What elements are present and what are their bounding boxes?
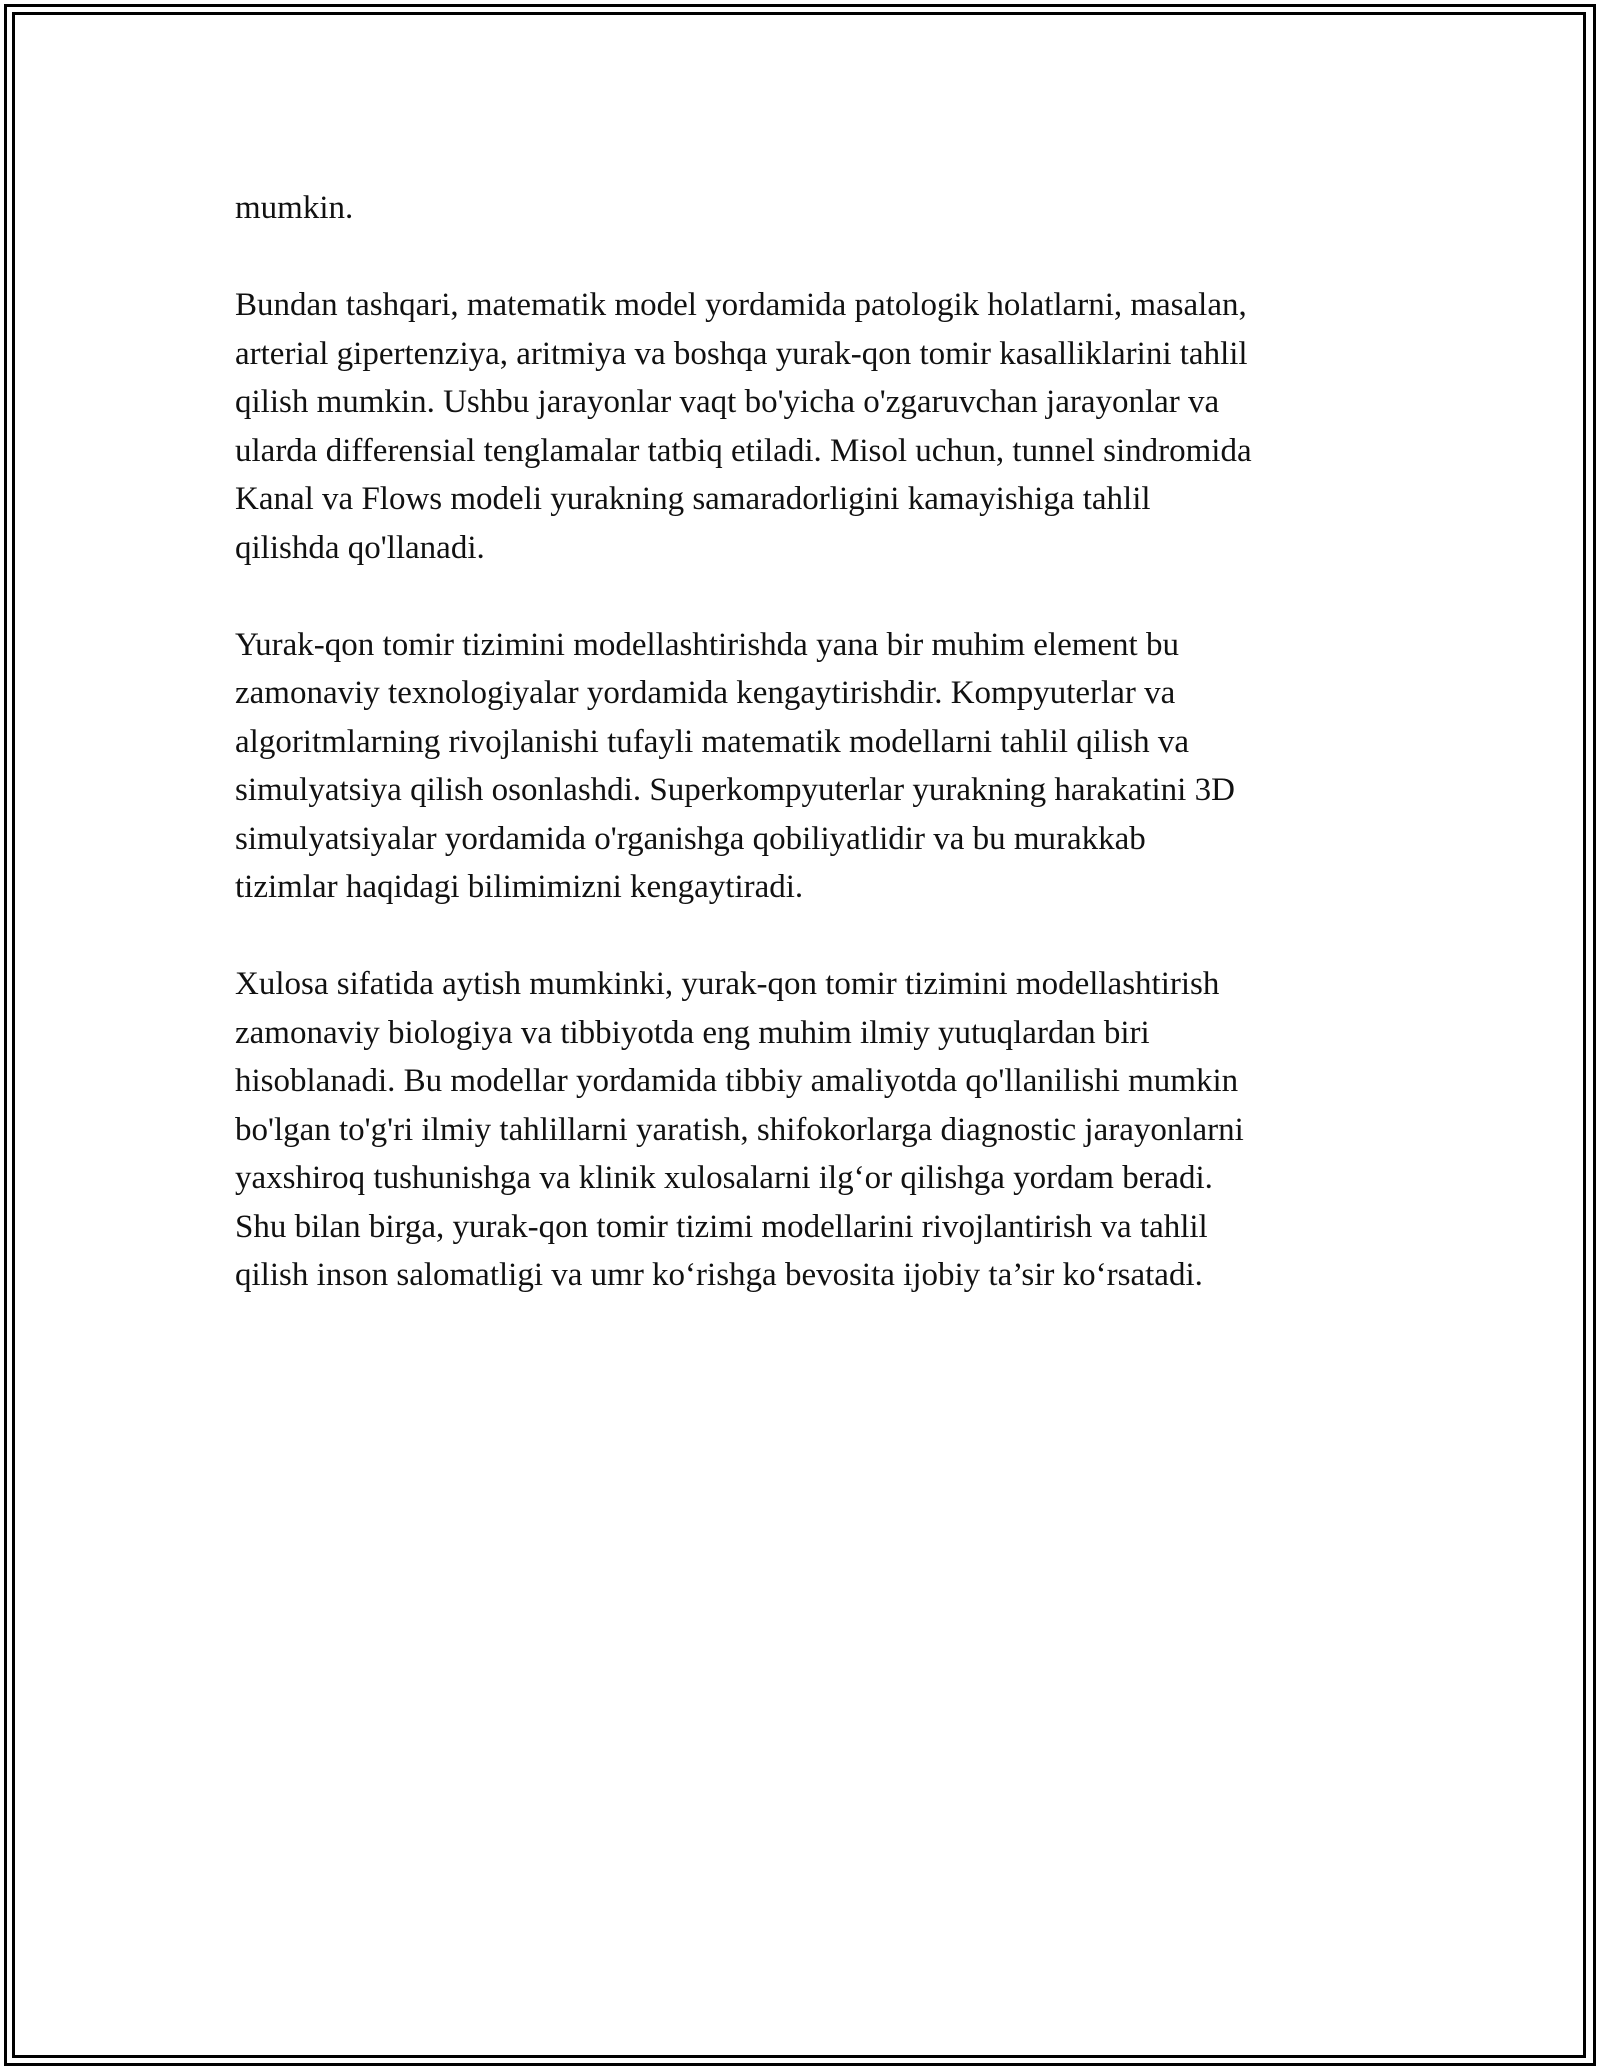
paragraph-modern-technologies: Yurak-qon tomir tizimini modellashtirishda yana bir muhim element bu zamonaviy texnologiyalar yordamida kengaytirishdir. Kompyuterlar va algoritmlarning rivojlanishi tufayli matematik modellarni tahlil qilish va simulyatsiya qilish osonlashdi. Superkompyuterlar yurakning harakatini 3D simulyatsiyalar yordamida o'rganishga qobiliyatlidir va bu murakkab tizimlar haqidagi bilimimizni kengaytiradi.	[235, 626, 1235, 905]
paragraph-pathology-models: Bundan tashqari, matematik model yordamida patologik holatlarni, masalan, arterial gipertenziya, aritmiya va boshqa yurak-qon tomir kasalliklarini tahlil qilish mumkin. Ushbu jarayonlar vaqt bo'yicha o'zgaruvchan jarayonlar va ularda differensial tenglamalar tatbiq etiladi. Misol uchun, tunnel sindromida Kanal va Flows modeli yurakning samaradorligini kamayishiga tahlil qilishda qo'llanadi.	[235, 287, 1252, 566]
paragraph-continuation: mumkin.	[235, 190, 354, 226]
page-body	[235, 184, 1385, 1348]
paragraph-conclusion: Xulosa sifatida aytish mumkinki, yurak-qon tomir tizimini modellashtirish zamonaviy biologiya va tibbiyotda eng muhim ilmiy yutuqlardan biri hisoblanadi. Bu modellar yordamida tibbiy amaliyotda qo'llanilishi mumkin bo'lgan to'g'ri ilmiy tahlillarni yaratish, shifokorlarga diagnostic jarayonlarni yaxshiroq tushunishga va klinik xulosalarni ilg‘or qilishga yordam beradi. Shu bilan birga, yurak-qon tomir tizimi modellarini rivojlantirish va tahlil qilish inson salomatligi va umr ko‘rishga bevosita ijobiy ta’sir ko‘rsatadi.	[235, 966, 1244, 1293]
